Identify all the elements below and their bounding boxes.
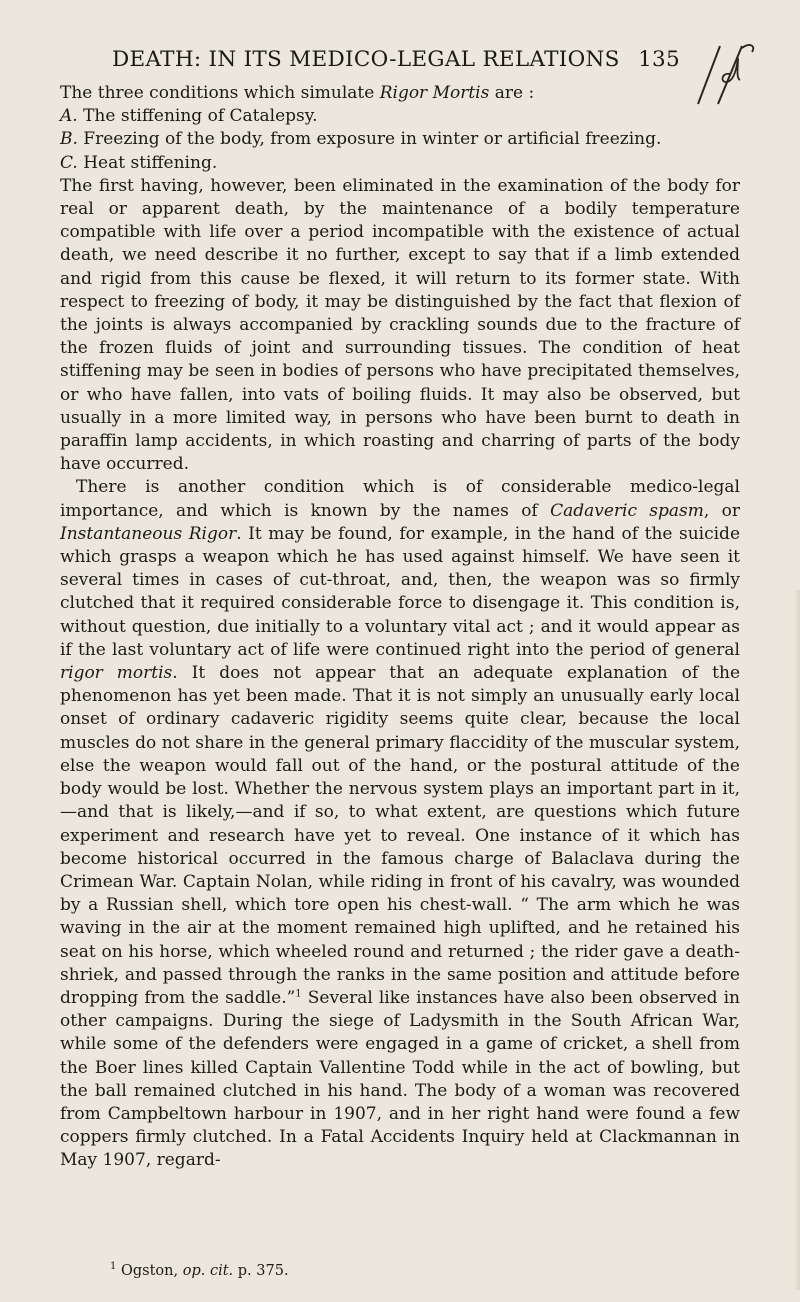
footnote-mark: 1 (110, 1261, 117, 1273)
list-item: C. Heat stiffening. (60, 152, 218, 173)
list-item: B. Freezing of the body, from exposure in winter or artificial freezing. (60, 129, 662, 150)
footnote: $^1$ Ogston, op. cit. p. 375. (110, 1261, 289, 1279)
running-header (112, 47, 680, 73)
page-edge-shadow (794, 590, 800, 1290)
footnote-reference: 1 (295, 988, 302, 1000)
page-number: 135 (638, 47, 680, 72)
body-text (60, 82, 740, 1173)
running-title: DEATH: IN ITS MEDICO-LEGAL RELATIONS (112, 47, 620, 72)
paragraph-heat-stiffening: The first having, however, been eliminated in the examination of the body for real or apparent death, by the maintenance of a bodily temperature compatible with life over a period incompatible with the existence of actual death, we need describe it no further, except to say that if a limb extended and rigid from this cause be flexed, it will return to its former state. With respect to freezing of body, it may be distinguished by the fact that flexion of the joints is always accompanied by crackling sounds due to the fracture of the frozen fluids of joint and surrounding tissues. The condition of heat stiffening may be seen in bodies of persons who have precipitated themselves, or who have fallen, into vats of boiling fluids. It may also be observed, but usually in a more limited way, in persons who have been burnt to death in paraffin lamp accidents, in which roasting and charring of parts of the body have occurred. (60, 175, 740, 475)
paragraph-cadaveric-spasm: There is another condition which is of considerable medico-legal importance, and which is known by the names of Cadaveric spasm, or Instantaneous Rigor. It may be found, for example, in the hand of the suicide which grasps a weapon which he has used against himself. We have seen it several times in cases of cut-throat, and, then, the weapon was so firmly clutched that it required considerable force to disengage it. This condition is, without question, due initially to a voluntary vital act ; and it would appear as if the last voluntary act of life were continued right into the period of general rigor mortis. It does not appear that an adequate explanation of the phenomenon has yet been made. That it is not simply an unusually early local onset of ordinary cadaveric rigidity seems quite clear, because the local muscles do not share in the general primary flaccidity of the muscular system, else the weapon would fall out of the hand, or the postural attitude of the body would be lost. Whether the nervous system plays an important part in it,—and that is likely,—and if so, to what extent, are questions which future experiment and research have yet to reveal. One instance of it which has become historical occurred in the famous charge of Balaclava during the Crimean War. Captain Nolan, while riding in front of his cavalry, was wounded by a Russian shell, which tore open his chest-wall. “ The arm which he was waving in the air at the moment remained high uplifted, and he retained his seat on his horse, which wheeled round and returned ; the rider gave a death-shriek, and passed through the ranks in the same position and attitude before dropping from the saddle.”$^1$ Several like instances have also been observed in other campaigns. During the siege of Ladysmith in the South African War, while some of the defenders were engaged in a game of cricket, a shell from the Boer lines killed Captain Vallentine Todd while in the act of bowling, but the ball remained clutched in his hand. The body of a woman was recovered from Campbeltown harbour in 1907, and in her right hand were found a few coppers firmly clutched. In a Fatal Accidents Inquiry held at Clackmannan in May 1907, regard- (60, 477, 741, 1171)
list-item: A. The stiffening of Catalepsy. (60, 106, 318, 127)
intro-line: The three conditions which simulate Rigor Mortis are : (60, 83, 535, 103)
